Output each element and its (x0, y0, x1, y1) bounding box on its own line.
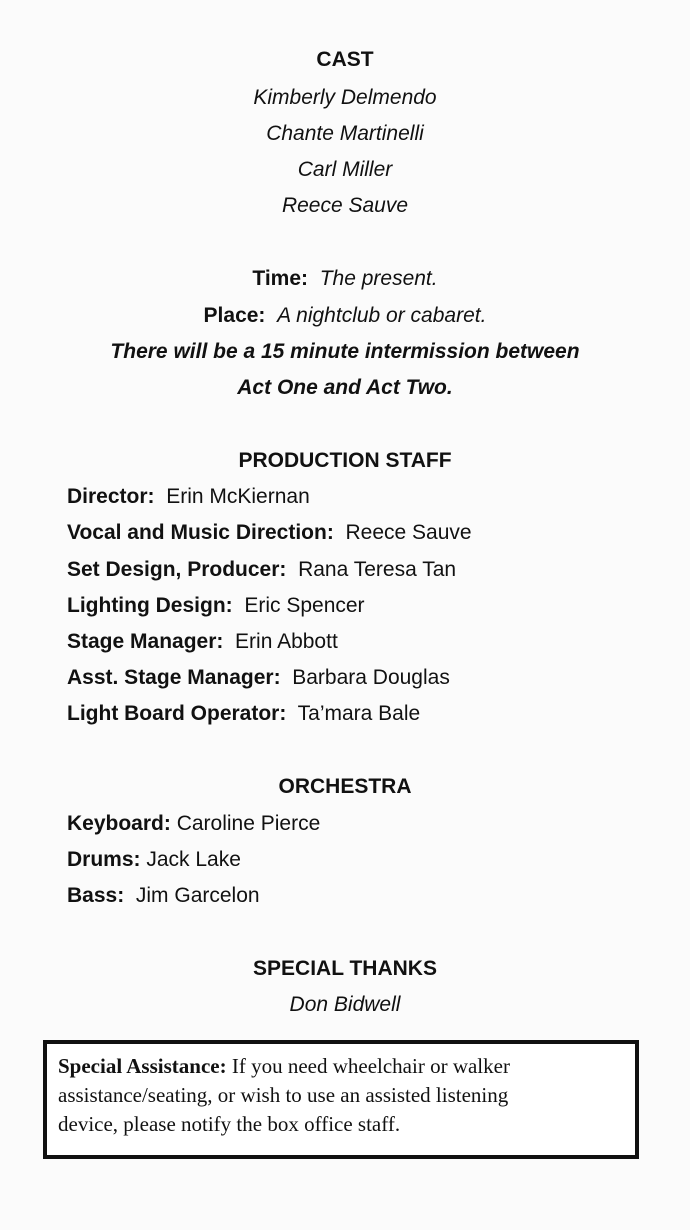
production-staff-heading: PRODUCTION STAFF (238, 449, 452, 472)
staff-row (67, 630, 338, 654)
orchestra-role: Drums: (67, 848, 141, 871)
staff-name: Reece Sauve (345, 521, 472, 544)
staff-role: Light Board Operator: (67, 702, 287, 725)
staff-role: Lighting Design: (67, 594, 233, 617)
orchestra-name: Jack Lake (146, 848, 241, 871)
cast-member: Carl Miller (297, 158, 393, 181)
staff-name: Ta’mara Bale (297, 702, 421, 725)
orchestra-name: Caroline Pierce (176, 812, 321, 835)
staff-row (67, 558, 456, 582)
place-label: Place: (203, 304, 266, 327)
special-assistance-line3: device, please notify the box office staff. (58, 1112, 401, 1136)
time-value: The present. (319, 267, 438, 290)
staff-row (67, 702, 420, 726)
intermission-note-line2: Act One and Act Two. (237, 376, 453, 399)
staff-row (67, 666, 450, 690)
orchestra-role: Bass: (67, 884, 125, 907)
staff-name: Eric Spencer (244, 594, 365, 617)
special-assistance-box (43, 1040, 639, 1159)
staff-role: Set Design, Producer: (67, 558, 287, 581)
special-thanks-heading: SPECIAL THANKS (253, 957, 437, 980)
orchestra-row (67, 884, 260, 908)
staff-row (67, 485, 310, 509)
staff-row (67, 594, 365, 618)
staff-row (67, 521, 472, 545)
time-line (0, 267, 690, 291)
place-value: A nightclub or cabaret. (277, 304, 487, 327)
orchestra-row (67, 848, 241, 872)
staff-role: Vocal and Music Direction: (67, 521, 334, 544)
cast-member: Reece Sauve (281, 194, 409, 217)
staff-role: Stage Manager: (67, 630, 224, 653)
time-label: Time: (252, 267, 309, 290)
cast-heading: CAST (316, 48, 374, 71)
place-line (0, 304, 690, 328)
orchestra-name: Jim Garcelon (135, 884, 260, 907)
special-assistance-line1 (58, 1052, 625, 1081)
special-assistance-text: If you need wheelchair or walker (231, 1054, 510, 1078)
special-thanks-name: Don Bidwell (289, 993, 401, 1016)
orchestra-row (67, 812, 320, 836)
staff-role: Director: (67, 485, 155, 508)
intermission-note-line1: There will be a 15 minute intermission between (110, 340, 580, 363)
cast-member: Chante Martinelli (266, 122, 424, 145)
special-assistance-line2: assistance/seating, or wish to use an assisted listening (58, 1083, 509, 1107)
staff-name: Erin McKiernan (166, 485, 310, 508)
orchestra-role: Keyboard: (67, 812, 171, 835)
staff-role: Asst. Stage Manager: (67, 666, 281, 689)
staff-name: Rana Teresa Tan (298, 558, 457, 581)
special-assistance-label: Special Assistance: (58, 1054, 227, 1078)
cast-member: Kimberly Delmendo (253, 86, 437, 109)
orchestra-heading: ORCHESTRA (278, 775, 412, 798)
staff-name: Barbara Douglas (292, 666, 450, 689)
staff-name: Erin Abbott (235, 630, 338, 653)
